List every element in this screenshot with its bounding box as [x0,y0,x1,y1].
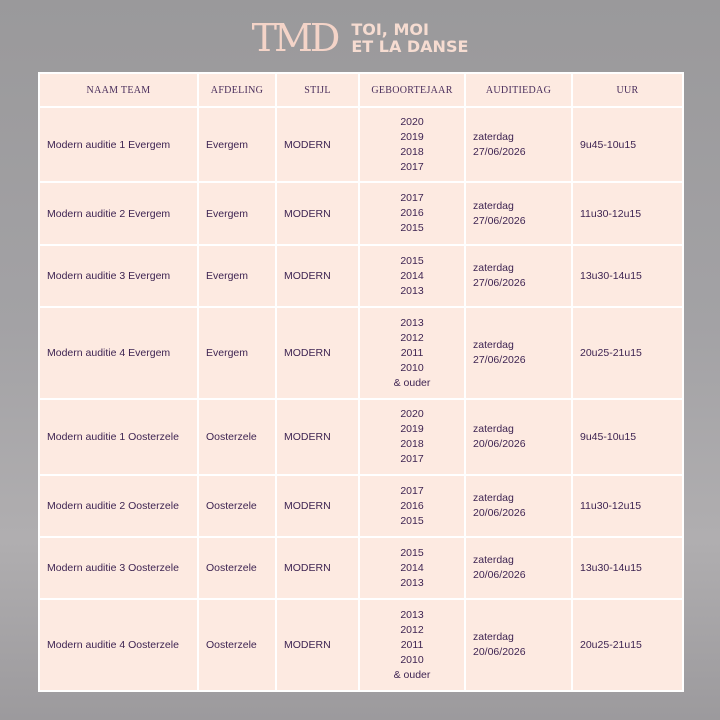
birth-year: 2018 [400,145,424,158]
birth-year: 2020 [400,115,424,128]
cell-geboortejaar [359,599,465,691]
table-row [39,537,683,599]
brand-name [351,21,468,55]
audition-weekday: zaterdag [473,339,514,351]
cell-team: Modern auditie 4 Oosterzele [39,599,198,691]
cell-team: Modern auditie 2 Oosterzele [39,475,198,537]
cell-afdeling: Oosterzele [198,537,276,599]
cell-stijl: MODERN [276,245,359,307]
birth-year: 2014 [400,561,424,574]
cell-uur: 9u45-10u15 [572,107,683,182]
birth-year: 2017 [400,453,424,465]
cell-team: Modern auditie 1 Evergem [39,107,198,182]
birth-year: 2016 [400,207,424,219]
cell-auditiedag [465,245,572,307]
birth-year: 2011 [400,346,424,359]
cell-uur: 20u25-21u15 [572,307,683,399]
cell-geboortejaar [359,182,465,245]
birth-year: 2019 [400,130,424,143]
birth-year: 2010 [400,653,424,666]
cell-uur: 11u30-12u15 [572,475,683,537]
cell-afdeling: Evergem [198,107,276,182]
cell-afdeling: Evergem [198,245,276,307]
audition-date: 20/06/2026 [473,569,526,581]
cell-auditiedag [465,182,572,245]
birth-year: 2014 [400,269,424,282]
table-row [39,307,683,399]
cell-auditiedag [465,107,572,182]
birth-year: 2020 [400,408,424,420]
cell-stijl: MODERN [276,182,359,245]
brand-logo-mark: TMD [251,16,338,60]
cell-geboortejaar [359,245,465,307]
brand-header [0,14,720,62]
table-row [39,599,683,691]
audition-date: 27/06/2026 [473,145,526,158]
birth-year: 2016 [400,499,424,512]
audition-weekday: zaterdag [473,130,514,143]
cell-team: Modern auditie 2 Evergem [39,182,198,245]
audition-weekday: zaterdag [473,492,514,504]
birth-year: 2012 [400,623,424,636]
cell-afdeling: Oosterzele [198,399,276,475]
birth-year: 2015 [400,254,424,267]
cell-stijl: MODERN [276,537,359,599]
birth-year: 2018 [400,438,424,450]
column-header-stijl: STIJL [276,73,359,107]
birth-year: 2013 [400,284,424,297]
birth-year: 2015 [400,514,424,527]
cell-geboortejaar [359,537,465,599]
cell-uur: 11u30-12u15 [572,182,683,245]
brand-name-line-1: TOI, MOI [351,20,429,39]
audition-date: 27/06/2026 [473,354,526,366]
table-row [39,107,683,182]
birth-year: 2012 [400,331,424,344]
cell-afdeling: Oosterzele [198,475,276,537]
table-row [39,475,683,537]
cell-afdeling: Evergem [198,307,276,399]
cell-stijl: MODERN [276,307,359,399]
birth-year: 2017 [400,160,424,173]
cell-geboortejaar [359,307,465,399]
cell-stijl: MODERN [276,107,359,182]
birth-year: 2010 [400,361,424,374]
birth-year: 2017 [400,192,424,204]
cell-auditiedag [465,537,572,599]
birth-year: 2013 [400,576,424,589]
cell-geboortejaar [359,107,465,182]
birth-year: 2015 [400,546,424,559]
audition-date: 27/06/2026 [473,214,526,227]
audition-weekday: zaterdag [473,423,514,435]
cell-geboortejaar [359,475,465,537]
cell-auditiedag [465,399,572,475]
cell-stijl: MODERN [276,399,359,475]
cell-auditiedag [465,307,572,399]
table-header-row [39,73,683,107]
column-header-naam-team: NAAM TEAM [39,73,198,107]
birth-year: 2013 [400,608,424,621]
cell-stijl: MODERN [276,475,359,537]
birth-year: 2011 [400,638,424,651]
table-row [39,182,683,245]
cell-uur: 13u30-14u15 [572,245,683,307]
cell-team: Modern auditie 3 Oosterzele [39,537,198,599]
cell-team: Modern auditie 1 Oosterzele [39,399,198,475]
audition-weekday: zaterdag [473,199,514,212]
audition-weekday: zaterdag [473,262,514,274]
cell-uur: 20u25-21u15 [572,599,683,691]
birth-year: 2019 [400,423,424,435]
column-header-auditiedag: AUDITIEDAG [465,73,572,107]
audition-weekday: zaterdag [473,631,514,643]
cell-stijl: MODERN [276,599,359,691]
cell-team: Modern auditie 4 Evergem [39,307,198,399]
cell-afdeling: Oosterzele [198,599,276,691]
table-row [39,245,683,307]
birth-year: 2017 [400,484,424,497]
cell-auditiedag [465,599,572,691]
cell-uur: 13u30-14u15 [572,537,683,599]
column-header-uur: UUR [572,73,683,107]
table-row [39,399,683,475]
cell-uur: 9u45-10u15 [572,399,683,475]
audition-date: 27/06/2026 [473,277,526,289]
audition-date: 20/06/2026 [473,646,526,658]
audition-date: 20/06/2026 [473,507,526,519]
audition-weekday: zaterdag [473,554,514,566]
column-header-afdeling: AFDELING [198,73,276,107]
birth-year: & ouder [393,668,431,681]
audition-date: 20/06/2026 [473,438,526,450]
cell-afdeling: Evergem [198,182,276,245]
birth-year: & ouder [393,376,431,389]
column-header-geboortejaar: GEBOORTEJAAR [359,73,465,107]
audition-schedule-table [38,72,684,692]
brand-name-line-2: ET LA DANSE [351,37,469,56]
cell-team: Modern auditie 3 Evergem [39,245,198,307]
cell-auditiedag [465,475,572,537]
cell-geboortejaar [359,399,465,475]
birth-year: 2013 [400,316,424,329]
birth-year: 2015 [400,222,424,234]
